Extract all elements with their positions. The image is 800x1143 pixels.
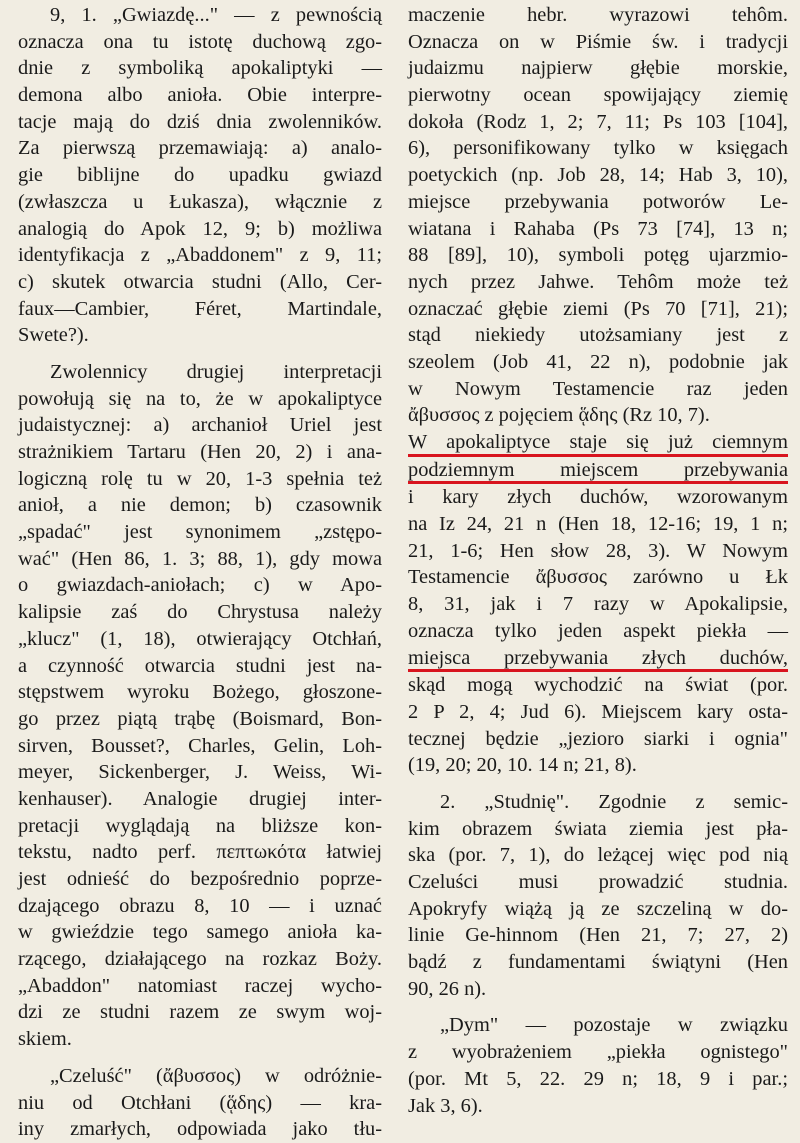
text-line: oznacza ona tu istotę duchową zgo- [18, 30, 382, 53]
text-line: Zwolennicy drugiej interpretacji [50, 360, 382, 383]
text-line: 2 P 2, 4; Jud 6). Miejscem kary osta- [408, 700, 788, 723]
text-line: a czynność otwarcia studni jest na- [18, 654, 382, 677]
text-line: dnie z symboliką apokaliptyki — [18, 57, 382, 80]
text-line: maczenie hebr. wyrazowi tehôm. [408, 4, 788, 26]
text-line: logiczną rolę tu w 20, 1-3 spełnia też [18, 467, 382, 490]
text-line: szeolem (Job 41, 22 n), podobnie jak [408, 350, 788, 373]
text-line: judaistycznej: a) archanioł Uriel jest [18, 414, 382, 437]
text-line: gie biblijne do upadku gwiazd [18, 164, 382, 187]
text-line: analogią do Apok 12, 9; b) możliwa [18, 217, 382, 240]
text-line: i kary złych duchów, wzorowanym [408, 486, 788, 509]
text-line: dzi ze studni razem ze swym woj- [18, 1001, 382, 1024]
text-line: c) skutek otwarcia studni (Allo, Cer- [18, 270, 382, 293]
text-line: Apokryfy wiążą ją ze szczeliną w do- [408, 897, 788, 920]
text-line: Za pierwszą przemawiają: a) analo- [18, 137, 382, 160]
text-line: (por. Mt 5, 22. 29 n; 18, 9 i par.; [408, 1067, 788, 1090]
text-line: pierwotny ocean spowijający ziemię [408, 84, 788, 107]
text-line: „spadać" jest synonimem „zstępo- [18, 521, 382, 544]
text-line: dokoła (Rodz 1, 2; 7, 11; Ps 103 [104], [408, 110, 788, 133]
text-line: 88 [89], 10), symboli potęg ujarzmio- [408, 244, 788, 267]
text-line: linie Ge-hinnom (Hen 21, 7; 27, 2) [408, 924, 788, 947]
text-line: z wyobrażeniem „piekła ognistego" [408, 1041, 788, 1064]
text-line: wiatana i Rahaba (Ps 73 [74], 13 n; [408, 217, 788, 240]
text-line: Testamencie ἄβυσσος zarówno u Łk [408, 566, 788, 589]
text-line: go przez piątą trąbę (Boismard, Bon- [18, 707, 382, 730]
text-line: kim obrazem świata ziemia jest pła- [408, 817, 788, 840]
text-line: skiem. [18, 1028, 72, 1051]
text-line: tacje mają do dziś dnia zwolenników. [18, 110, 382, 133]
text-line: judaizmu najpierw głębie morskie, [408, 57, 788, 80]
text-line: jest odnieść do bezpośrednio poprze- [18, 868, 382, 890]
text-line: faux—Cambier, Féret, Martindale, [18, 297, 382, 320]
text-line: Swete?). [18, 324, 89, 347]
text-line: niu od Otchłani (ᾅδης) — kra- [18, 1091, 382, 1114]
text-line: sirven, Bousset?, Charles, Gelin, Loh- [18, 734, 382, 757]
text-line: skąd mogą wychodzić na świat (por. [408, 674, 788, 697]
text-line: Czeluści musi prowadzić studnia. [408, 871, 788, 893]
text-line: demona albo anioła. Obie interpre- [18, 84, 382, 107]
text-line: powołują się na to, że w apokaliptyce [18, 387, 382, 410]
underlined-text-line: miejsca przebywania złych duchów, [408, 645, 788, 673]
text-line: oznacza tylko jeden aspekt piekła — [408, 619, 788, 642]
text-line: (19, 20; 20, 10. 14 n; 21, 8). [408, 754, 637, 777]
text-line: na Iz 24, 21 n (Hen 18, 12-16; 19, 1 n; [408, 513, 788, 536]
text-line: miejsce przebywania potworów Le- [408, 190, 788, 213]
text-line: kalipsie zaś do Chrystusa należy [18, 601, 382, 624]
text-line: ἄβυσσος z pojęciem ᾅδης (Rz 10, 7). [408, 404, 710, 427]
text-line: iny zmarłych, odpowiada jako tłu- [18, 1118, 382, 1141]
left-column [18, 2, 382, 1143]
text-line: o gwiazdach-aniołach; c) w Apo- [18, 574, 382, 597]
text-line: poetyckich (np. Job 28, 14; Hab 3, 10), [408, 164, 788, 187]
text-line: 2. „Studnię". Zgodnie z semic- [440, 790, 788, 813]
text-line: 8, 31, jak i 7 razy w Apokalipsie, [408, 593, 788, 616]
text-line: tekstu, nadto perf. πεπτωκότα łatwiej [18, 841, 382, 864]
text-line: stępstwem wyroku Bożego, głoszone- [18, 681, 382, 704]
text-line: w gwieździe tego samego anioła ka- [18, 921, 382, 944]
text-line: Jak 3, 6). [408, 1094, 483, 1117]
text-line: strażnikiem Tartaru (Hen 20, 2) i ana- [18, 441, 382, 463]
text-line: tecznej będzie „jezioro siarki i ognia" [408, 727, 788, 750]
text-line: identyfikacja z „Abaddonem" z 9, 11; [18, 244, 382, 267]
text-line: „Dym" — pozostaje w związku [440, 1014, 788, 1037]
text-line: stąd niekiedy utożsamiany jest z [408, 324, 788, 347]
text-line: Oznacza on w Piśmie św. i tradycji [408, 30, 788, 53]
text-line: dzającego obrazu 8, 10 — i uznać [18, 894, 382, 917]
text-line: 6), personifikowany tylko w księgach [408, 137, 788, 160]
text-line: (zwłaszcza u Łukasza), włącznie z [18, 190, 382, 213]
text-line: rzącego, działającego na rozkaz Boży. [18, 948, 382, 971]
underlined-text-line: W apokaliptyce staje się już ciemnym [408, 429, 788, 457]
right-column [408, 2, 788, 1119]
text-line: meyer, Sickenberger, J. Weiss, Wi- [18, 761, 382, 784]
text-line: bądź z fundamentami świątyni (Hen [408, 951, 788, 974]
text-line: „Abaddon" natomiast raczej wycho- [18, 974, 382, 997]
text-line: pretacji wyglądają na bliższe kon- [18, 814, 382, 837]
text-line: nych przez Jahwe. Tehôm może też [408, 270, 788, 293]
underlined-text-line: podziemnym miejscem przebywania [408, 457, 788, 485]
text-line: kenhauser). Analogie drugiej inter- [18, 787, 382, 810]
text-line: 90, 26 n). [408, 977, 487, 1000]
text-line: „klucz" (1, 18), otwierający Otchłań, [18, 627, 382, 650]
text-line: wać" (Hen 86, 1. 3; 88, 1), gdy mowa [18, 547, 382, 570]
text-line: 9, 1. „Gwiazdę..." — z pewnością [50, 4, 382, 26]
text-line: „Czeluść" (ἄβυσσος) w odróżnie- [50, 1064, 382, 1087]
text-line: anioł, a nie demon; b) czasownik [18, 494, 382, 517]
text-line: 21, 1-6; Hen słow 28, 3). W Nowym [408, 539, 788, 562]
text-line: oznaczać głębie ziemi (Ps 70 [71], 21); [408, 297, 788, 320]
text-line: w Nowym Testamencie raz jeden [408, 377, 788, 400]
text-line: ska (por. 7, 1), do leżącej więc pod nią [408, 844, 788, 867]
